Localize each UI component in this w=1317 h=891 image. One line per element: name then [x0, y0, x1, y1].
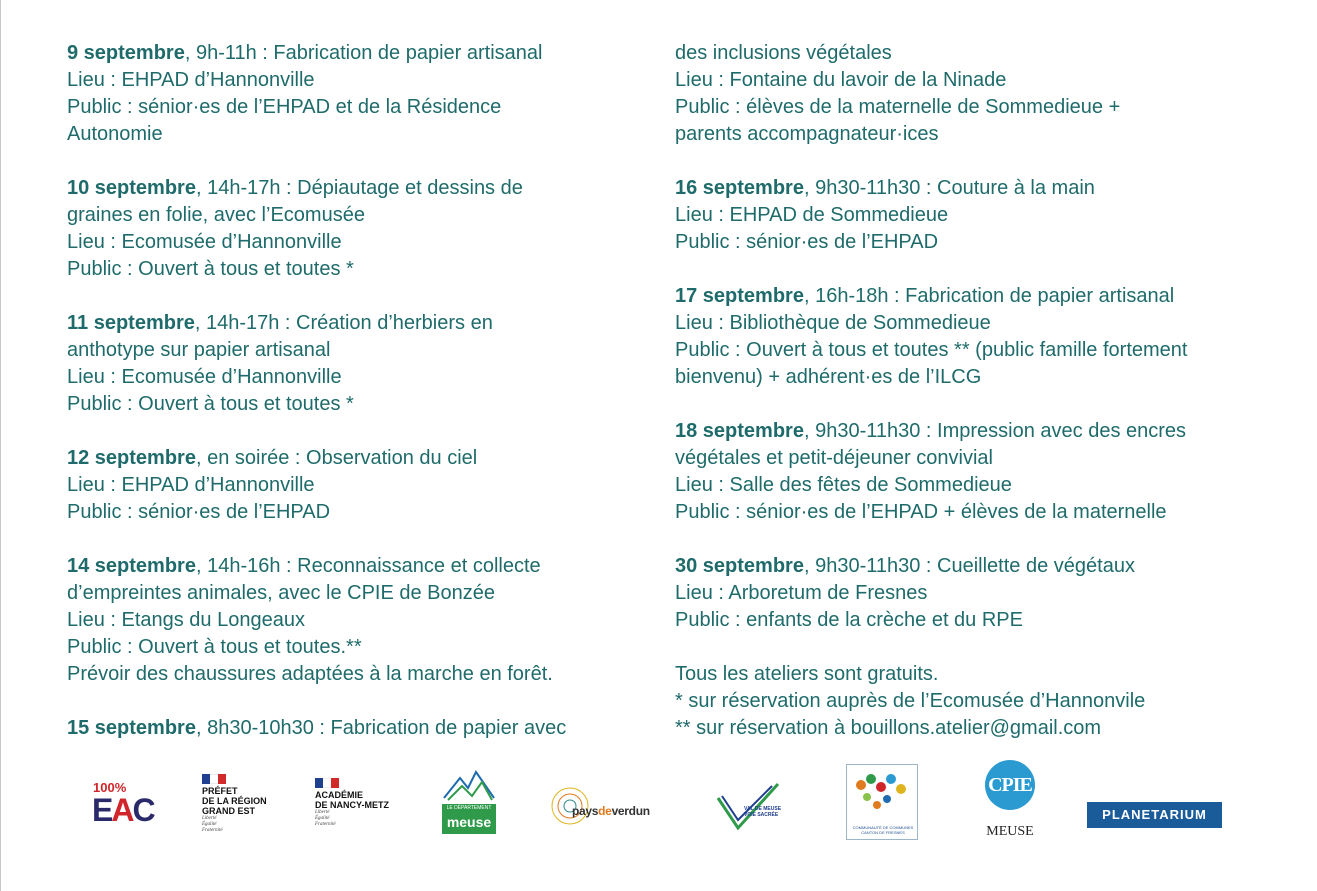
val-de-meuse-line: VOIE SACRÉE	[744, 812, 779, 818]
event-text: , 9h30-11h30 : Couture à la main	[803, 177, 1095, 199]
event-line	[67, 121, 657, 148]
event-line	[67, 40, 657, 67]
page-left-border	[0, 0, 1, 891]
event-block	[675, 175, 1275, 256]
event-date: 16 septembre	[675, 177, 804, 199]
event-block	[67, 40, 657, 148]
event-line	[675, 283, 1275, 310]
prefet-logo-line: GRAND EST	[202, 806, 256, 816]
academie-logo-motto: Fraternité	[315, 822, 336, 827]
event-date: 14 septembre	[67, 555, 196, 577]
event-text: bienvenu) + adhérent·es de l’ILCG	[675, 366, 982, 388]
meuse-dep-small: LE DÉPARTEMENT	[446, 805, 492, 811]
event-line	[675, 94, 1275, 121]
event-line	[675, 688, 1275, 715]
event-block	[675, 283, 1275, 391]
french-flag-icon	[202, 774, 226, 784]
event-text: , 14h-17h : Dépiautage et dessins de	[195, 177, 523, 199]
event-line	[675, 661, 1275, 688]
pays-de-verdun-text: paysdeverdun	[572, 804, 650, 818]
event-text: d’empreintes animales, avec le CPIE de Bonzée	[67, 582, 496, 604]
eac-logo-letters: EAC	[92, 792, 154, 828]
french-flag-icon	[315, 778, 339, 788]
event-text: Lieu : Salle des fêtes de Sommedieue	[675, 474, 1012, 496]
event-line	[67, 553, 657, 580]
event-text: Lieu : Arboretum de Fresnes	[675, 582, 928, 604]
event-date: 11 septembre	[67, 312, 195, 334]
event-text: végétales et petit-déjeuner convivial	[675, 447, 993, 469]
event-text: Public : Ouvert à tous et toutes ** (public famille fortement	[675, 339, 1188, 361]
prefet-logo-motto: Liberté	[202, 816, 217, 821]
event-line	[675, 607, 1275, 634]
event-date: 30 septembre	[675, 555, 804, 577]
event-text: , 9h30-11h30 : Cueillette de végétaux	[803, 555, 1135, 577]
event-text: , en soirée : Observation du ciel	[195, 447, 478, 469]
event-text: , 8h30-10h30 : Fabrication de papier avec	[195, 717, 567, 739]
program-column-left	[67, 40, 657, 769]
event-text: Public : Ouvert à tous et toutes *	[67, 258, 354, 280]
event-line	[67, 580, 657, 607]
event-line	[675, 40, 1275, 67]
event-line	[675, 310, 1275, 337]
eac-logo	[90, 780, 154, 830]
event-line	[675, 715, 1275, 742]
event-line	[675, 553, 1275, 580]
event-text: Lieu : EHPAD d’Hannonville	[67, 474, 315, 496]
cpie-circle-icon	[985, 760, 1035, 810]
event-text: , 9h30-11h30 : Impression avec des encres	[803, 420, 1187, 442]
event-text: * sur réservation auprès de l’Ecomusée d’Hannonvile	[675, 690, 1146, 712]
event-line	[675, 202, 1275, 229]
partner-logos	[0, 760, 1317, 850]
event-text: , 16h-18h : Fabrication de papier artisanal	[803, 285, 1175, 307]
event-text: , 9h-11h : Fabrication de papier artisanal	[184, 42, 543, 64]
event-line	[67, 634, 657, 661]
cc-line: CANTON DE FRESNES	[861, 830, 905, 835]
event-line	[67, 499, 657, 526]
event-text: Public : élèves de la maternelle de Sommedieue +	[675, 96, 1121, 118]
event-line	[67, 175, 657, 202]
val-de-meuse-line: VAL DE MEUSE	[744, 806, 782, 812]
event-block	[67, 553, 657, 688]
event-line	[675, 499, 1275, 526]
event-block	[675, 418, 1275, 526]
event-line	[675, 121, 1275, 148]
event-text: Public : Ouvert à tous et toutes *	[67, 393, 354, 415]
academie-logo-motto: Égalité	[315, 816, 330, 821]
pays-de-verdun-logo	[550, 784, 662, 829]
event-text: Public : sénior·es de l’EHPAD	[675, 231, 939, 253]
cc-line: COMMUNAUTÉ DE COMMUNES	[852, 825, 914, 830]
event-text: Lieu : Fontaine du lavoir de la Ninade	[675, 69, 1007, 91]
event-line	[675, 67, 1275, 94]
event-date: 12 septembre	[67, 447, 196, 469]
event-text: ** sur réservation à bouillons.atelier@gmail.com	[675, 717, 1102, 739]
academie-nancy-metz-logo	[315, 778, 405, 838]
event-text: Lieu : Bibliothèque de Sommedieue	[675, 312, 991, 334]
event-date: 15 septembre	[67, 717, 196, 739]
event-block	[67, 310, 657, 418]
event-line	[67, 337, 657, 364]
event-line	[675, 229, 1275, 256]
event-text: Public : Ouvert à tous et toutes.**	[67, 636, 362, 658]
event-date: 17 septembre	[675, 285, 804, 307]
program-column-right	[675, 40, 1275, 769]
event-line	[67, 202, 657, 229]
prefet-logo-motto: Égalité	[202, 822, 217, 827]
event-text: Public : sénior·es de l’EHPAD	[67, 501, 331, 523]
event-text: Public : sénior·es de l’EHPAD + élèves de la maternelle	[675, 501, 1167, 523]
event-text: Tous les ateliers sont gratuits.	[675, 663, 939, 685]
cpie-letters: CPIE	[988, 774, 1032, 796]
event-text: Autonomie	[67, 123, 163, 145]
event-line	[67, 607, 657, 634]
event-line	[67, 256, 657, 283]
prefet-logo-motto: Fraternité	[202, 828, 223, 833]
planetarium-logo: PLANETARIUM	[1087, 802, 1222, 828]
event-line	[67, 661, 657, 688]
academie-logo-line: DE NANCY-METZ	[315, 800, 389, 810]
event-text: des inclusions végétales	[675, 42, 892, 64]
leaves-icon	[847, 765, 917, 821]
event-text: Lieu : EHPAD d’Hannonville	[67, 69, 315, 91]
event-line	[67, 67, 657, 94]
event-text: anthotype sur papier artisanal	[67, 339, 331, 361]
event-block	[67, 715, 657, 742]
val-de-meuse-logo	[714, 780, 782, 835]
event-text: Prévoir des chaussures adaptées à la marche en forêt.	[67, 663, 553, 685]
event-line	[67, 364, 657, 391]
event-text: , 14h-16h : Reconnaissance et collecte	[195, 555, 541, 577]
event-text: Lieu : Ecomusée d’Hannonville	[67, 231, 342, 253]
event-line	[67, 310, 657, 337]
event-text: Lieu : Ecomusée d’Hannonville	[67, 366, 342, 388]
eac-logo-percent: 100%	[93, 780, 127, 795]
event-line	[675, 337, 1275, 364]
event-block	[675, 40, 1275, 148]
prefet-grand-est-logo	[202, 774, 302, 834]
event-text: Lieu : Etangs du Longeaux	[67, 609, 305, 631]
event-line	[675, 472, 1275, 499]
event-text: graines en folie, avec l’Ecomusée	[67, 204, 365, 226]
event-line	[67, 94, 657, 121]
event-line	[675, 175, 1275, 202]
prefet-logo-line: PRÉFET	[202, 786, 238, 796]
event-text: Public : enfants de la crèche et du RPE	[675, 609, 1023, 631]
event-line	[67, 715, 657, 742]
event-date: 9 septembre	[67, 42, 185, 64]
event-text: Public : sénior·es de l’EHPAD et de la Résidence	[67, 96, 502, 118]
event-line	[67, 472, 657, 499]
event-date: 18 septembre	[675, 420, 804, 442]
event-block	[675, 661, 1275, 742]
mountains-icon	[442, 768, 496, 804]
prefet-logo-line: DE LA RÉGION	[202, 796, 267, 806]
event-block	[67, 175, 657, 283]
departement-meuse-logo	[442, 768, 496, 836]
event-line	[675, 580, 1275, 607]
event-block	[67, 445, 657, 526]
academie-logo-line: ACADÉMIE	[315, 790, 364, 800]
event-line	[67, 391, 657, 418]
event-line	[675, 364, 1275, 391]
event-block	[675, 553, 1275, 634]
cpie-meuse-logo	[982, 760, 1038, 844]
cpie-label: MEUSE	[986, 824, 1034, 839]
event-text: Lieu : EHPAD de Sommedieue	[675, 204, 949, 226]
meuse-dep-name: meuse	[446, 814, 492, 830]
event-text: , 14h-17h : Création d’herbiers en	[194, 312, 493, 334]
event-line	[67, 229, 657, 256]
event-line	[675, 418, 1275, 445]
academie-logo-motto: Liberté	[315, 810, 330, 815]
event-text: parents accompagnateur·ices	[675, 123, 939, 145]
event-date: 10 septembre	[67, 177, 196, 199]
event-line	[675, 445, 1275, 472]
event-line	[67, 445, 657, 472]
communaute-communes-logo	[846, 764, 918, 840]
